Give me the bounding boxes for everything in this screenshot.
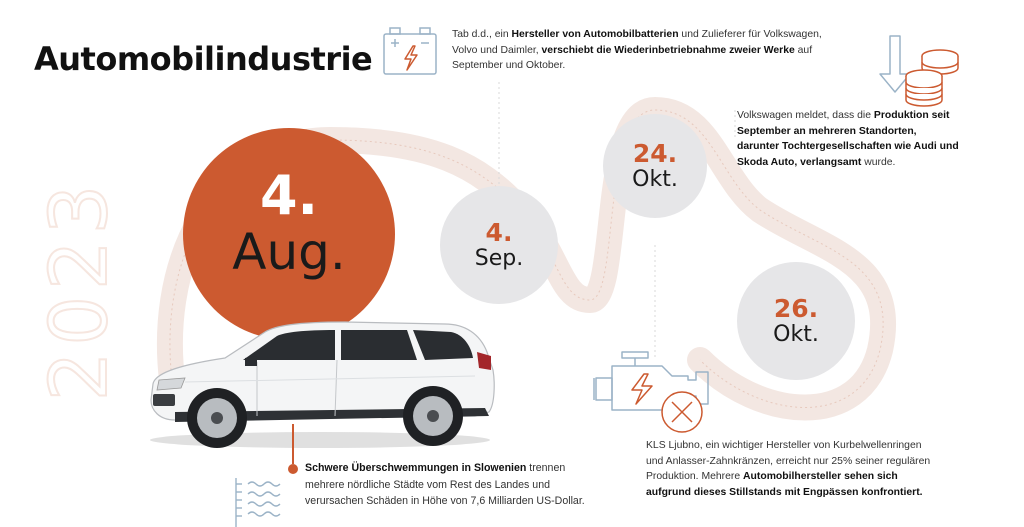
milestone-okt26-circle xyxy=(737,262,855,380)
page-title: Automobilindustrie xyxy=(34,40,373,78)
milestone-aug-circle xyxy=(183,128,395,340)
milestone-okt24-day: 24. xyxy=(632,139,678,168)
aug-connector-line xyxy=(292,424,294,464)
milestone-sep-day: 4. xyxy=(485,218,513,247)
milestone-sep-circle xyxy=(440,186,558,304)
flood-icon xyxy=(232,474,288,527)
milestone-aug-text: Schwere Überschwemmungen in Slowenien trennen mehrere nördliche Städte vom Rest des Landes und verursachen Schäden in Höhe von 7,6 Milliarden US-Dollar. xyxy=(305,462,585,507)
milestone-sep-text: Tab d.d., ein Hersteller von Automobilbatterien und Zulieferer für Volkswagen, Volvo und Daimler, verschiebt die Wiederinbetriebnahme zweier Werke auf September und Oktober. xyxy=(452,29,822,71)
milestone-okt24-month: Okt. xyxy=(632,167,678,192)
coins-down-icon xyxy=(878,34,964,110)
car-image xyxy=(145,312,505,452)
milestone-aug-month: Aug. xyxy=(232,223,346,281)
milestone-okt26-day: 26. xyxy=(773,294,819,323)
battery-icon xyxy=(382,26,438,78)
year-watermark: 2023 xyxy=(35,178,125,402)
milestone-aug-day: 4. xyxy=(259,164,319,227)
aug-connector-dot xyxy=(288,464,298,474)
milestone-okt26-month: Okt. xyxy=(773,322,819,347)
milestone-okt24-circle xyxy=(603,114,707,218)
engine-icon xyxy=(592,350,712,436)
milestone-okt26-text: KLS Ljubno, ein wichtiger Hersteller von Kurbelwellenringen und Anlasser-Zahnkränzen, erreicht nur 25% seiner regulären Produktion. Mehrere Automobilhersteller sehen sich aufgrund dieses Stillstands mit Engpässen konfrontiert. xyxy=(646,440,931,498)
milestone-okt24-text: Volkswagen meldet, dass die Produktion seit September an mehreren Standorten, darunter Tochtergesellschaften wie Audi und Skoda Auto, verlangsamt wurde. xyxy=(737,110,959,168)
milestone-sep-month: Sep. xyxy=(474,246,524,271)
